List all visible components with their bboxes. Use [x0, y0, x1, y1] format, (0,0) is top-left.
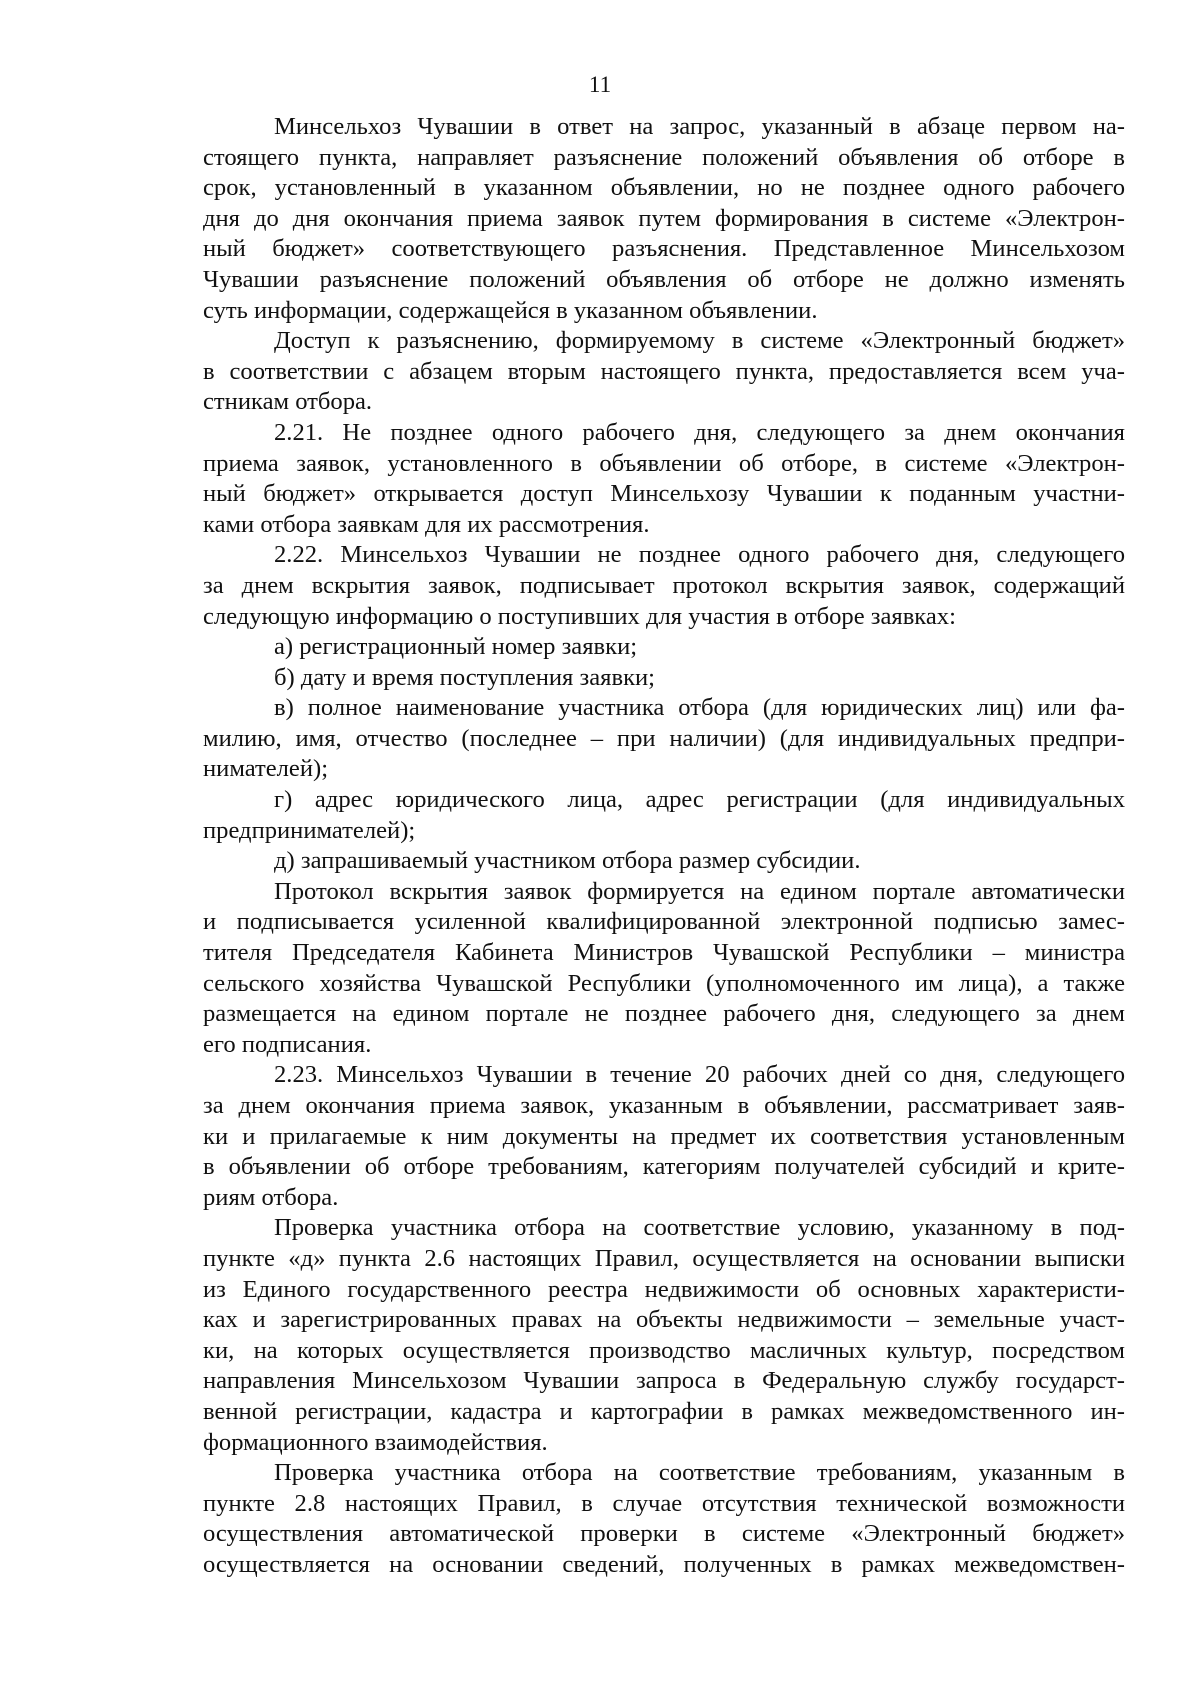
text-line: формационного взаимодействия. — [203, 1428, 548, 1456]
text-line: в) полное наименование участника отбора (для юридических лиц) или фа- — [274, 694, 1125, 722]
text-line: за днем окончания приема заявок, указанным в объявлении, рассматривает заяв- — [203, 1092, 1125, 1119]
paragraph — [203, 1213, 1125, 1458]
text-line: осуществляется на основании сведений, полученных в рамках межведомствен- — [203, 1550, 1125, 1578]
text-line: Чувашии разъяснение положений объявления об отборе не должно изменять — [203, 265, 1125, 293]
paragraph — [203, 418, 1125, 540]
text-line: осуществления автоматической проверки в системе «Электронный бюджет» — [203, 1520, 1125, 1548]
text-line: г) адрес юридического лица, адрес регистрации (для индивидуальных — [274, 786, 1125, 814]
text-line: размещается на едином портале не позднее рабочего дня, следующего за днем — [203, 1000, 1125, 1028]
text-line: пункте «д» пункта 2.6 настоящих Правил, осуществляется на основании выписки — [203, 1244, 1125, 1272]
text-line: ках и зарегистрированных правах на объекты недвижимости – земельные участ- — [203, 1306, 1125, 1334]
paragraph — [203, 1458, 1125, 1580]
paragraph — [203, 1060, 1125, 1213]
text-line: ки и прилагаемые к ним документы на предмет их соответствия установленным — [203, 1122, 1125, 1150]
text-line: пункте 2.8 настоящих Правил, в случае отсутствия технической возможности — [203, 1489, 1125, 1517]
paragraph — [203, 877, 1125, 1061]
paragraph — [203, 326, 1125, 418]
text-line: в соответствии с абзацем вторым настоящего пункта, предоставляется всем уча- — [203, 357, 1125, 385]
text-line: ками отбора заявкам для их рассмотрения. — [203, 510, 650, 538]
text-line: а) регистрационный номер заявки; — [274, 633, 638, 661]
text-line: нимателей); — [203, 755, 329, 783]
text-line: его подписания. — [203, 1030, 372, 1058]
text-line: 2.23. Минсельхоз Чувашии в течение 20 рабочих дней со дня, следующего — [274, 1061, 1125, 1089]
text-line: направления Минсельхозом Чувашии запроса в Федеральную службу государст- — [203, 1367, 1125, 1395]
text-line: стоящего пункта, направляет разъяснение положений объявления об отборе в — [203, 143, 1125, 171]
paragraph — [203, 112, 1125, 326]
text-line: стникам отбора. — [203, 388, 373, 416]
text-line: и подписывается усиленной квалифицированной электронной подписью замес- — [203, 908, 1125, 936]
text-line: ки, на которых осуществляется производство масличных культур, посредством — [203, 1336, 1125, 1364]
text-line: суть информации, содержащейся в указанном объявлении. — [203, 296, 818, 324]
text-line: Доступ к разъяснению, формируемому в системе «Электронный бюджет» — [274, 327, 1125, 355]
text-line: ный бюджет» соответствующего разъяснения. Представленное Минсельхозом — [203, 235, 1125, 263]
text-line: за днем вскрытия заявок, подписывает протокол вскрытия заявок, содержащий — [203, 571, 1125, 599]
paragraph — [203, 663, 1125, 694]
document-body — [203, 112, 1125, 1581]
text-line: сельского хозяйства Чувашской Республики (уполномоченного им лица), а также — [203, 969, 1125, 997]
text-line: Проверка участника отбора на соответствие условию, указанному в под- — [274, 1214, 1125, 1242]
text-line: ный бюджет» открывается доступ Минсельхозу Чувашии к поданным участни- — [203, 480, 1125, 508]
text-line: предпринимателей); — [203, 816, 416, 844]
paragraph — [203, 540, 1125, 632]
text-line: милию, имя, отчество (последнее – при наличии) (для индивидуальных предпри- — [203, 724, 1125, 752]
text-line: 2.21. Не позднее одного рабочего дня, следующего за днем окончания — [274, 418, 1125, 446]
text-line: тителя Председателя Кабинета Министров Чувашской Республики – министра — [203, 939, 1125, 967]
paragraph — [203, 785, 1125, 846]
text-line: Проверка участника отбора на соответствие требованиям, указанным в — [274, 1459, 1125, 1487]
paragraph — [203, 693, 1125, 785]
text-line: 2.22. Минсельхоз Чувашии не позднее одного рабочего дня, следующего — [274, 541, 1125, 569]
text-line: срок, установленный в указанном объявлении, но не позднее одного рабочего — [203, 174, 1125, 202]
paragraph — [203, 846, 1125, 877]
text-line: Минсельхоз Чувашии в ответ на запрос, указанный в абзаце первом на- — [274, 113, 1125, 140]
page-number: 11 — [588, 72, 612, 97]
text-line: из Единого государственного реестра недвижимости об основных характеристи- — [203, 1275, 1125, 1303]
text-line: б) дату и время поступления заявки; — [274, 663, 656, 691]
text-line: д) запрашиваемый участником отбора размер субсидии. — [274, 847, 861, 875]
text-line: в объявлении об отборе требованиям, категориям получателей субсидий и крите- — [203, 1153, 1125, 1181]
text-line: следующую информацию о поступивших для участия в отборе заявках: — [203, 602, 956, 630]
text-line: венной регистрации, кадастра и картографии в рамках межведомственного ин- — [203, 1397, 1125, 1425]
text-line: Протокол вскрытия заявок формируется на едином портале автоматически — [274, 877, 1125, 905]
text-line: риям отбора. — [203, 1183, 339, 1211]
text-line: дня до дня окончания приема заявок путем формирования в системе «Электрон- — [203, 204, 1125, 232]
text-line: приема заявок, установленного в объявлении об отборе, в системе «Электрон- — [203, 449, 1125, 477]
paragraph — [203, 632, 1125, 663]
